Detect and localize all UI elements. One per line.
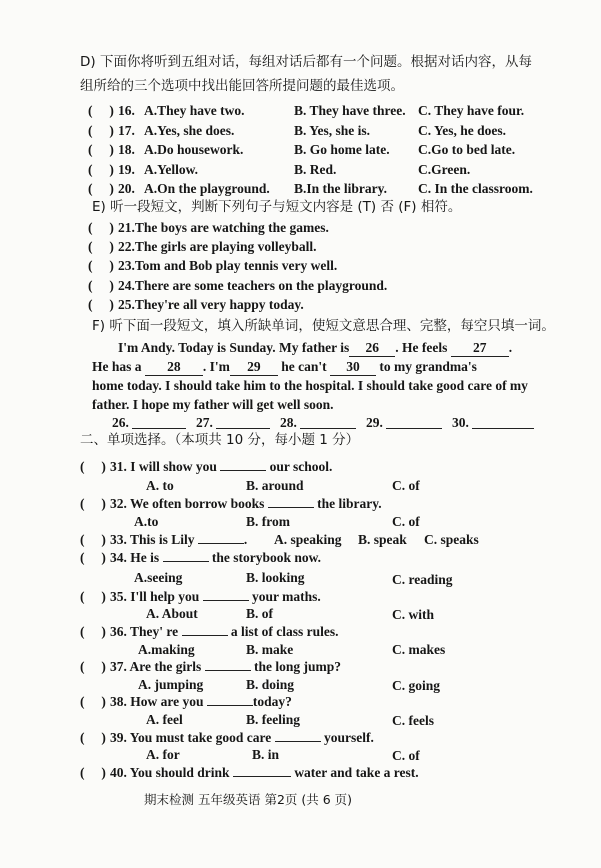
option-b: B. Go home late. — [294, 142, 390, 157]
section-e-instruction: E) 听一段短文，判断下列句子与短文内容是 (T) 否 (F) 相符。 — [92, 199, 462, 215]
option-c: C.Green. — [418, 162, 471, 177]
passage-text: to my grandma's — [379, 359, 477, 374]
blank-29[interactable]: 29 — [230, 360, 278, 376]
option-b: B. Red. — [294, 162, 337, 177]
question-number: 19. — [118, 162, 135, 177]
blank[interactable] — [163, 560, 209, 562]
option-b: B. looking — [246, 570, 305, 585]
option-c: C. of — [392, 514, 420, 529]
answer-blank-30[interactable] — [472, 428, 534, 429]
answer-bracket[interactable]: ( ) — [80, 730, 106, 745]
option-c: C. They have four. — [418, 103, 525, 118]
answer-number: 30. — [452, 415, 469, 430]
answer-number: 28. — [280, 415, 297, 430]
question-number: 16. — [118, 103, 135, 118]
passage-text: . I'm — [202, 359, 230, 374]
option-a: A.They have two. — [144, 103, 245, 118]
question-stem: 39. You must take good care yourself. — [110, 730, 374, 745]
answer-bracket[interactable]: ( ) — [80, 765, 106, 780]
option-a: A.Do housework. — [144, 142, 244, 157]
option-a: A.On the playground. — [144, 181, 270, 196]
option-a: A.to — [134, 514, 159, 529]
question-stem: 33. This is Lily . — [110, 532, 248, 547]
question-stem: 32. We often borrow books the library. — [110, 496, 382, 511]
statement: 22.The girls are playing volleyball. — [118, 239, 317, 254]
blank[interactable] — [220, 469, 266, 471]
option-c: C. going — [392, 678, 441, 693]
answer-bracket[interactable]: ( ) — [88, 258, 114, 273]
answer-bracket[interactable]: ( ) — [88, 297, 114, 312]
option-b: B. in — [252, 747, 280, 762]
option-a: A. feel — [146, 712, 183, 727]
part-2-heading: 二、单项选择。（本项共 10 分，每小题 1 分） — [80, 432, 360, 448]
option-a: A.making — [138, 642, 195, 657]
option-c: C. speaks — [424, 532, 479, 547]
question-number: 20. — [118, 181, 135, 196]
statement: 24.There are some teachers on the playground. — [118, 278, 388, 293]
option-b: B. feeling — [246, 712, 300, 727]
option-c: C. makes — [392, 642, 446, 657]
passage-text: . — [508, 340, 513, 355]
answer-bracket[interactable]: ( ) — [80, 589, 106, 604]
blank-26[interactable]: 26 — [349, 341, 395, 357]
passage-line-4: father. I hope my father will get well soon. — [92, 397, 334, 412]
question-stem: 40. You should drink water and take a rest. — [110, 765, 419, 780]
blank[interactable] — [203, 599, 249, 601]
option-a: A.Yellow. — [144, 162, 198, 177]
blank[interactable] — [275, 740, 321, 742]
option-b: B. speak — [358, 532, 407, 547]
answer-bracket[interactable]: ( ) — [88, 278, 114, 293]
statement: 23.Tom and Bob play tennis very well. — [118, 258, 338, 273]
answer-bracket[interactable]: ( ) — [88, 103, 114, 118]
blank-27[interactable]: 27 — [451, 341, 509, 357]
answer-blank-26[interactable] — [132, 428, 186, 429]
answer-bracket[interactable]: ( ) — [80, 550, 106, 565]
question-stem: 38. How are you today? — [110, 694, 292, 709]
section-f-instruction: F) 听下面一段短文，填入所缺单词，使短文意思合理、完整，每空只填一词。 — [92, 318, 555, 334]
answer-blank-28[interactable] — [300, 428, 356, 429]
blank[interactable] — [233, 775, 291, 777]
option-b: B. Yes, she is. — [294, 123, 371, 138]
option-a: A.seeing — [134, 570, 183, 585]
statement: 21.The boys are watching the games. — [118, 220, 329, 235]
option-b: B.In the library. — [294, 181, 388, 196]
option-c: C. of — [392, 478, 420, 493]
answer-bracket[interactable]: ( ) — [80, 532, 106, 547]
option-b: B. They have three. — [294, 103, 406, 118]
option-b: B. around — [246, 478, 304, 493]
blank[interactable] — [198, 542, 244, 544]
answer-bracket[interactable]: ( ) — [80, 659, 106, 674]
answer-bracket[interactable]: ( ) — [88, 239, 114, 254]
option-c: C. reading — [392, 572, 453, 587]
option-c: C. of — [392, 748, 420, 763]
answer-bracket[interactable]: ( ) — [80, 694, 106, 709]
option-b: B. doing — [246, 677, 295, 692]
option-a: A. for — [146, 747, 180, 762]
question-stem: 36. They' re a list of class rules. — [110, 624, 339, 639]
answer-number: 26. — [112, 415, 129, 430]
option-a: A. to — [146, 478, 174, 493]
answer-blank-29[interactable] — [386, 428, 442, 429]
blank[interactable] — [205, 669, 251, 671]
answer-number: 27. — [196, 415, 213, 430]
answer-bracket[interactable]: ( ) — [88, 123, 114, 138]
blank-30[interactable]: 30 — [330, 360, 376, 376]
option-c: C. In the classroom. — [418, 181, 533, 196]
answer-bracket[interactable]: ( ) — [88, 142, 114, 157]
answer-bracket[interactable]: ( ) — [88, 162, 114, 177]
blank[interactable] — [268, 506, 314, 508]
option-a: A. jumping — [138, 677, 204, 692]
option-c: C.Go to bed late. — [418, 142, 516, 157]
option-b: B. from — [246, 514, 290, 529]
passage-text: He has a — [92, 359, 142, 374]
option-b: B. of — [246, 606, 273, 621]
blank-28[interactable]: 28 — [145, 360, 203, 376]
question-stem: 35. I'll help you your maths. — [110, 589, 321, 604]
option-a: A.Yes, she does. — [144, 123, 235, 138]
option-c: C. Yes, he does. — [418, 123, 507, 138]
question-number: 17. — [118, 123, 135, 138]
section-d-instruction-line2: 组所给的三个选项中找出能回答所提问题的最佳选项。 — [80, 78, 404, 94]
option-b: B. make — [246, 642, 294, 657]
answer-bracket[interactable]: ( ) — [80, 624, 106, 639]
question-stem: 37. Are the girls the long jump? — [110, 659, 342, 674]
option-a: A. speaking — [274, 532, 342, 547]
question-stem: 31. I will show you our school. — [110, 459, 333, 474]
question-stem: 34. He is the storybook now. — [110, 550, 322, 565]
page-footer: 期末检测 五年级英语 第2页 (共 6 页) — [144, 792, 353, 807]
passage-line-2 — [92, 360, 477, 376]
answer-bracket[interactable]: ( ) — [88, 181, 114, 196]
answer-bracket[interactable]: ( ) — [80, 496, 106, 511]
passage-line-3: home today. I should take him to the hospital. I should take good care of my — [92, 378, 528, 393]
blank[interactable] — [182, 634, 228, 636]
question-number: 18. — [118, 142, 135, 157]
blank[interactable] — [207, 704, 253, 706]
passage-line-1 — [118, 341, 512, 357]
option-a: A. About — [146, 606, 198, 621]
answer-number: 29. — [366, 415, 383, 430]
section-d-instruction-line1: D) 下面你将听到五组对话，每组对话后都有一个问题。根据对话内容，从每 — [80, 54, 532, 70]
statement: 25.They're all very happy today. — [118, 297, 304, 312]
option-c: C. feels — [392, 713, 434, 728]
option-c: C. with — [392, 607, 435, 622]
answer-bracket[interactable]: ( ) — [88, 220, 114, 235]
passage-text: I'm Andy. Today is Sunday. My father is — [118, 340, 350, 355]
passage-text: . He feels — [395, 340, 448, 355]
answer-bracket[interactable]: ( ) — [80, 459, 106, 474]
answer-blank-27[interactable] — [216, 428, 270, 429]
passage-text: he can't — [281, 359, 327, 374]
